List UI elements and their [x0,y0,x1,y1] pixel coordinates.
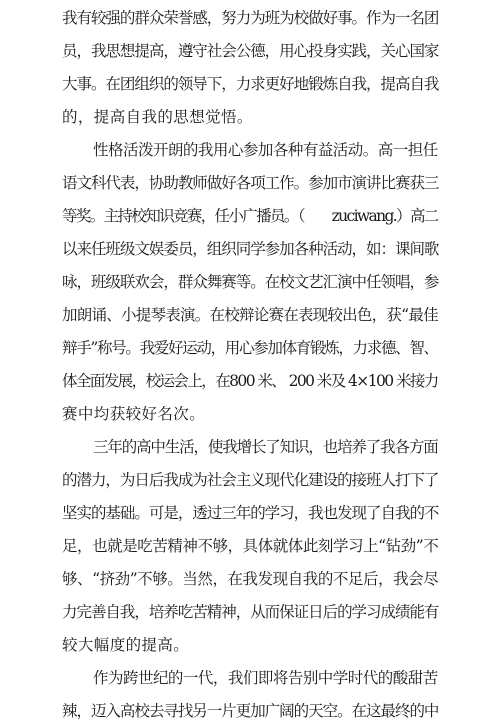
text-line: 大事。在团组织的领导下，力求更好地锻炼自我，提高自我 [62,75,439,93]
text-line: 员，我思想提高，遵守社会公德，用心投身实践，关心国家 [62,42,439,60]
text-line: 性格活泼开朗的我用心参加各种有益活动。高一担任 [93,141,438,159]
text-line: 作为跨世纪的一代，我们即将告别中学时代的酸甜苦 [93,669,438,687]
text-line: 体全面发展，校运会上，在800 米、 200 米及 4×100 米接力 [62,372,438,390]
text-line: 语文科代表，协助教师做好各项工作。参加市演讲比赛获三 [62,174,439,192]
text-line: 的，提高自我的思想觉悟。 [62,108,253,126]
text-line: 咏，班级联欢会，群众舞赛等。在校文艺汇演中任领唱，参 [62,273,439,291]
text-line: 辩手”称号。我爱好运动，用心参加体育锻炼，力求德、智、 [62,339,438,357]
text-line: 力完善自我，培养吃苦精神，从而保证日后的学习成绩能有 [62,603,439,621]
text-line: 的潜力，为日后我成为社会主义现代化建设的接班人打下了 [62,471,439,489]
text-line: 足，也就是吃苦精神不够，具体就体此刻学习上“钻劲”不 [62,537,439,555]
text-line: 赛中均获较好名次。 [62,405,206,423]
text-line: 我有较强的群众荣誉感，努力为班为校做好事。作为一名团 [62,9,439,27]
text-line: 辣，迈入高校去寻找另一片更加广阔的天空。在这最终的中 [62,702,439,720]
text-line: 够、“挤劲”不够。当然，在我发现自我的不足后，我会尽 [62,570,439,588]
text-line: 以来任班级文娱委员，组织同学参加各种活动，如：课间歌 [62,240,439,258]
text-line: 坚实的基础。可是，透过三年的学习，我也发现了自我的不 [62,504,439,522]
text-line: 加朗诵、小提琴表演。在校辩论赛在表现较出色，获“最佳 [62,306,438,324]
text-line: 等奖。主持校知识竞赛，任小广播员。（ zuciwang.）高二 [62,207,438,225]
text-line: 三年的高中生活，使我增长了知识，也培养了我各方面 [93,438,438,456]
text-line: 较大幅度的提高。 [62,636,190,654]
